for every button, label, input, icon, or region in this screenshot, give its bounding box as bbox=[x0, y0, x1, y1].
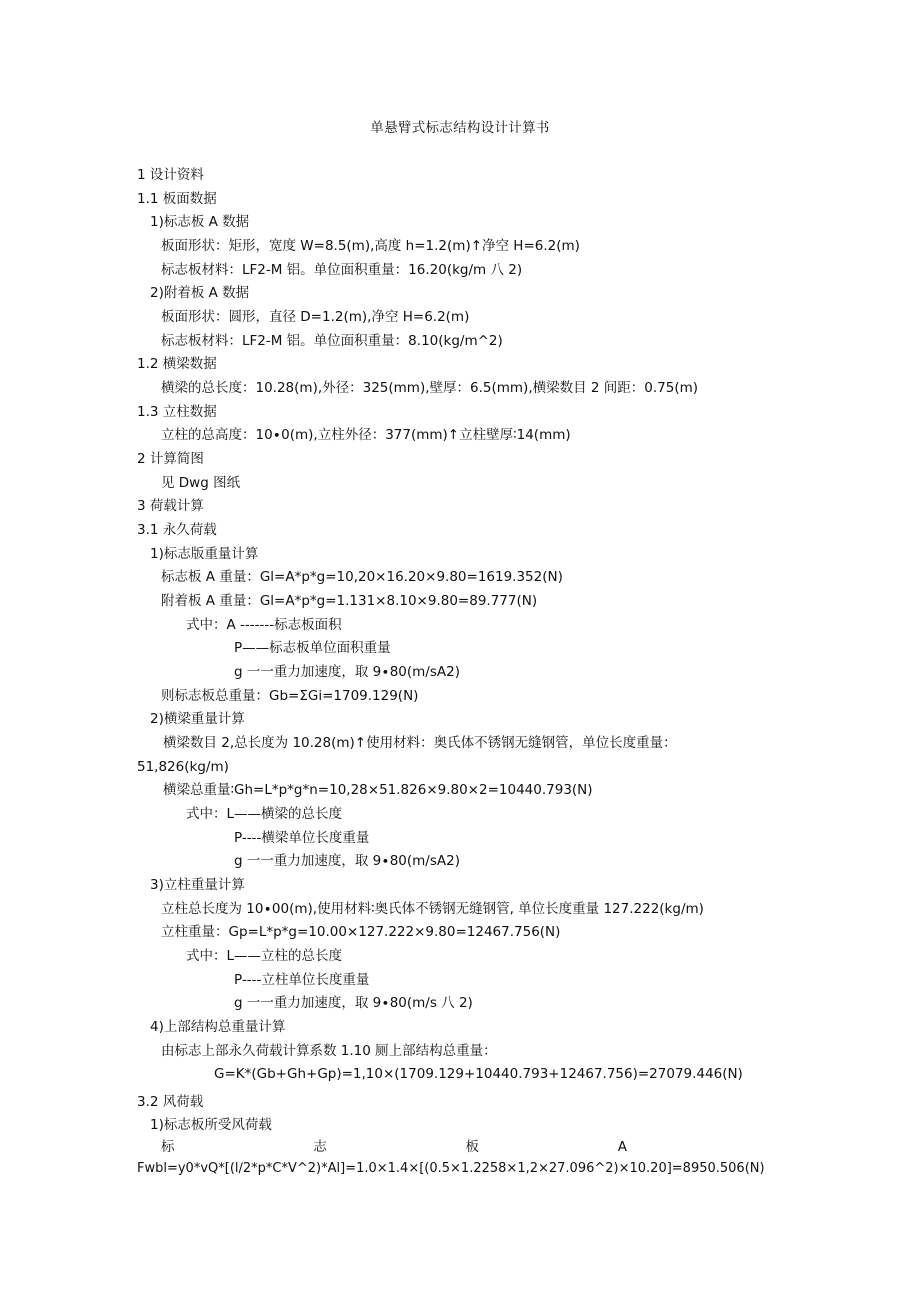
text-line: 见 Dwg 图纸 bbox=[161, 475, 241, 491]
text-line: P——标志板单位面积重量 bbox=[234, 640, 391, 656]
document-title: 单悬臂式标志结构设计计算书 bbox=[370, 120, 550, 136]
subsection-heading: 1.2 横梁数据 bbox=[137, 356, 217, 372]
spread-word: A bbox=[617, 1139, 627, 1155]
section-heading: 2 计算简图 bbox=[137, 451, 204, 467]
text-line: 立柱重量：Gp=L*p*g=10.00×127.222×9.80=12467.756(N) bbox=[161, 924, 561, 940]
text-line: 立柱的总高度：10∙0(m),立柱外径：377(mm)↑立柱壁厚∶14(mm) bbox=[161, 427, 571, 443]
item-heading: 1)标志板 A 数据 bbox=[150, 214, 250, 230]
text-line: g 一一重力加速度，取 9∙80(m∕sA2) bbox=[234, 664, 460, 680]
spread-word: 板 bbox=[465, 1139, 479, 1155]
text-line: 式中：L——立柱的总长度 bbox=[186, 948, 343, 964]
text-line: P----立柱单位长度重量 bbox=[234, 972, 370, 988]
subsection-heading: 3.1 永久荷载 bbox=[137, 522, 217, 538]
text-line: P----横梁单位长度重量 bbox=[234, 830, 370, 846]
section-heading: 1 设计资料 bbox=[137, 167, 204, 183]
text-line: 板面形状：矩形，宽度 W=8.5(m),高度 h=1.2(m)↑净空 H=6.2(m) bbox=[161, 238, 580, 254]
formula-line: G=K*(Gb+Gh+Gp)=1,10×(1709.129+10440.793+12467.756)=27079.446(N) bbox=[214, 1066, 743, 1082]
subsection-heading: 1.3 立柱数据 bbox=[137, 404, 217, 420]
item-heading: 1)标志版重量计算 bbox=[150, 546, 259, 562]
text-line: 横梁的总长度：10.28(m),外径：325(mm),壁厚：6.5(mm),横梁数目 2 间距：0.75(m) bbox=[161, 380, 699, 396]
formula-line: Fwbl=y0*vQ*[(l∕2*p*C*V^2)*Al]=1.0×1.4×[(0.5×1.2258×1,2×27.096^2)×10.20]=8950.506(N) bbox=[137, 1161, 765, 1176]
text-line: 由标志上部永久荷载计算系数 1.10 厕上部结构总重量： bbox=[161, 1043, 497, 1059]
section-heading: 3 荷载计算 bbox=[137, 498, 204, 514]
spread-word: 标 bbox=[161, 1139, 175, 1155]
text-line: 51,826(kg∕m) bbox=[137, 759, 229, 775]
text-line: 式中：A -------标志板面积 bbox=[186, 617, 342, 633]
text-line: 则标志板总重量：Gb=ΣGi=1709.129(N) bbox=[161, 688, 419, 704]
text-line: 标志板材料：LF2-M 铝。单位面积重量：8.10(kg∕m^2) bbox=[161, 333, 503, 349]
subsection-heading: 1.1 板面数据 bbox=[137, 191, 217, 207]
text-line: 标志板 A 重量：Gl=A*p*g=10,20×16.20×9.80=1619.352(N) bbox=[161, 569, 563, 585]
item-heading: 2)横梁重量计算 bbox=[150, 711, 245, 727]
item-heading: 3)立柱重量计算 bbox=[150, 877, 245, 893]
text-line: 附着板 A 重量：Gl=A*p*g=1.131×8.10×9.80=89.777(N) bbox=[161, 593, 538, 609]
spread-text-line bbox=[161, 1138, 627, 1156]
text-line: 板面形状：圆形，直径 D=1.2(m),净空 H=6.2(m) bbox=[161, 309, 470, 325]
text-line: g 一一重力加速度，取 9∙80(m∕sA2) bbox=[234, 853, 460, 869]
text-line: g 一一重力加速度，取 9∙80(m∕s 八 2) bbox=[234, 995, 473, 1011]
text-line: 立柱总长度为 10∙00(m),使用材料∶奥氏体不锈钢无缝钢管, 单位长度重量 127.222(kg∕m) bbox=[161, 901, 704, 917]
item-heading: 4)上部结构总重量计算 bbox=[150, 1019, 286, 1035]
text-line: 式中：L——横梁的总长度 bbox=[186, 806, 343, 822]
spread-word: 志 bbox=[313, 1139, 327, 1155]
text-line: 横梁数目 2,总长度为 10.28(m)↑使用材料：奥氏体不锈钢无缝钢管，单位长度重量： bbox=[163, 735, 677, 751]
item-heading: 1)标志板所受风荷载 bbox=[150, 1117, 272, 1133]
text-line: 横梁总重量∶Gh=L*p*g*n=10,28×51.826×9.80×2=10440.793(N) bbox=[163, 782, 593, 798]
item-heading: 2)附着板 A 数据 bbox=[150, 285, 250, 301]
subsection-heading: 3.2 风荷载 bbox=[137, 1094, 204, 1110]
text-line: 标志板材料：LF2-M 铝。单位面积重量：16.20(kg∕m 八 2) bbox=[161, 262, 523, 278]
